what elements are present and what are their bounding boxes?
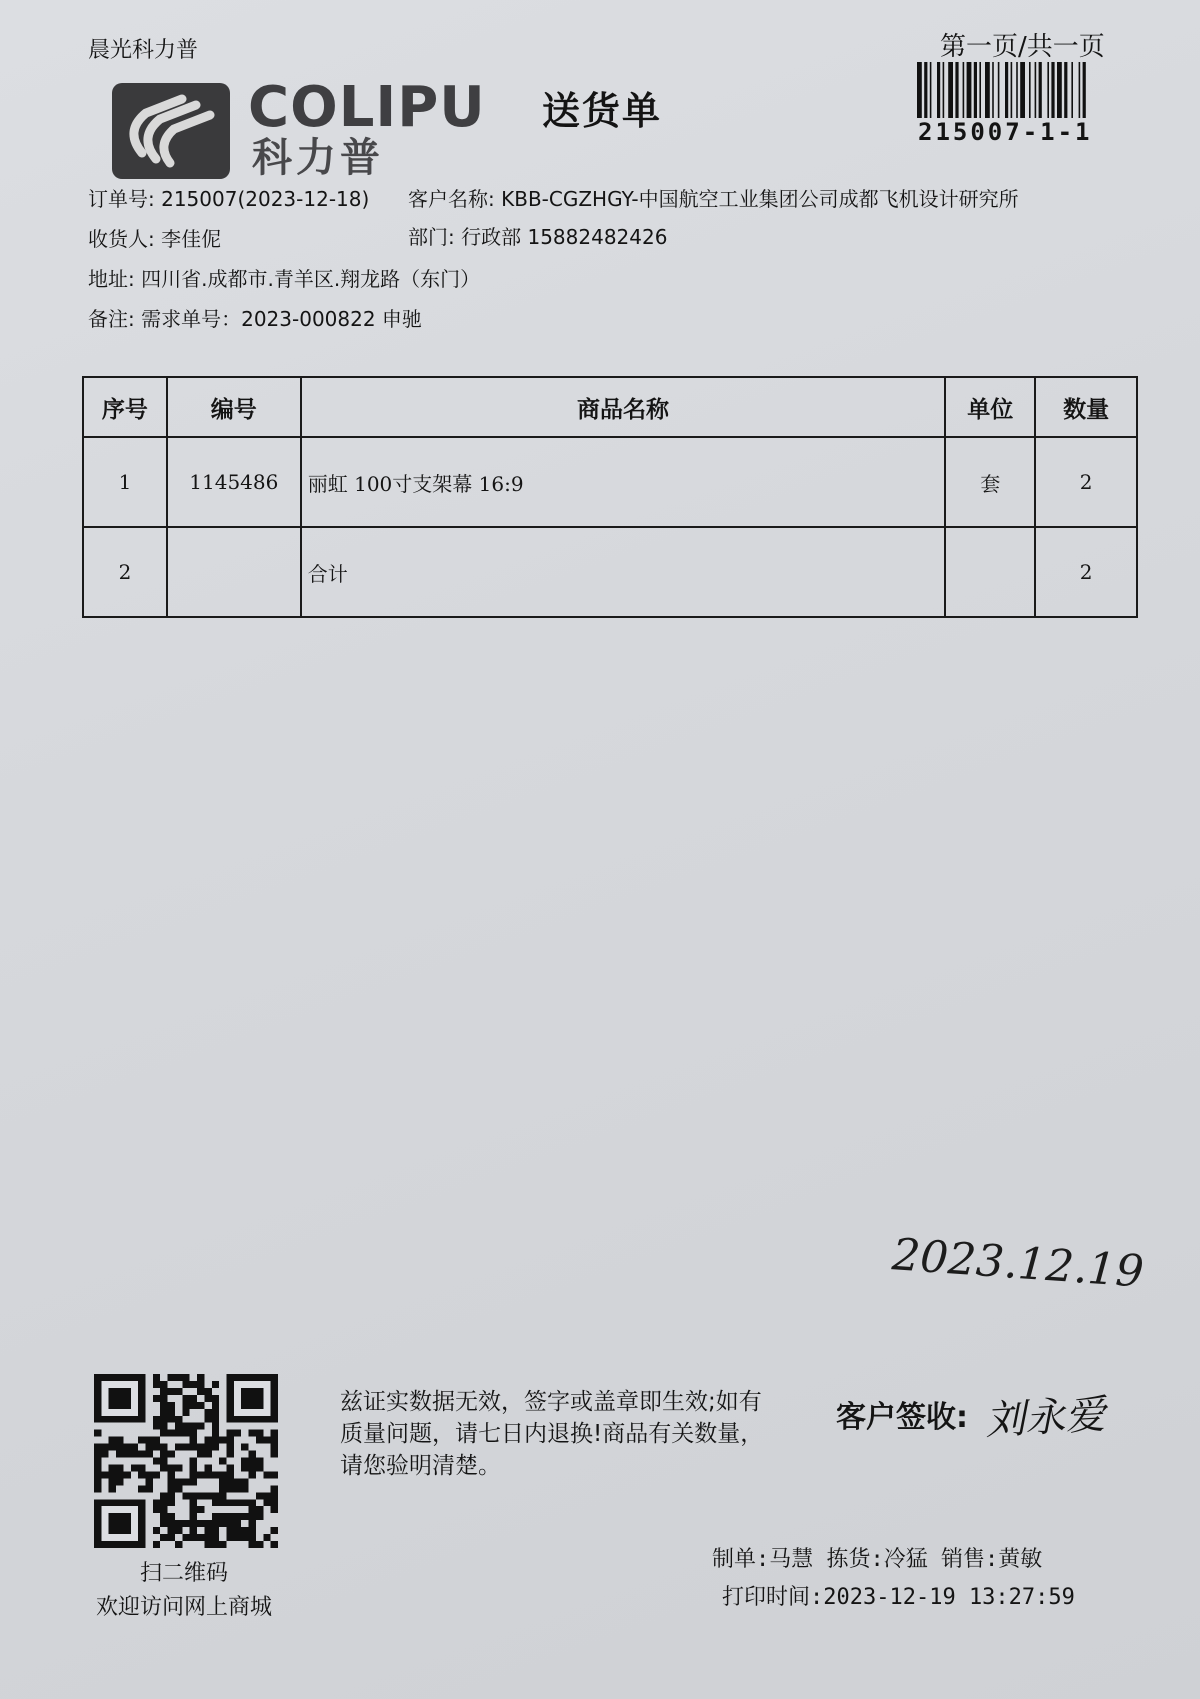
address (88, 267, 480, 291)
receiver (88, 227, 221, 251)
document-title: 送货单 (542, 89, 663, 133)
company-name: 晨光科力普 (88, 38, 199, 63)
order-number-label: 订单号: (88, 187, 155, 211)
cell-product-name: 丽虹 100寸支架幕 16:9 (301, 437, 946, 527)
cell-unit: 套 (945, 437, 1035, 527)
header-seq: 序号 (83, 377, 167, 437)
items-table (82, 376, 1138, 618)
receiver-value: 李佳伲 (161, 227, 222, 251)
qr-caption-visit: 欢迎访问网上商城 (95, 1595, 272, 1620)
table-row (83, 437, 1137, 527)
logo-chinese-name: 科力普 (252, 135, 384, 181)
department (408, 225, 667, 249)
barcode-number: 215007-1-1 (918, 118, 1093, 146)
customer-name-value: KBB-CGZHGY-中国航空工业集团公司成都飞机设计研究所 (501, 187, 1019, 211)
customer-name-label: 客户名称: (408, 187, 495, 211)
qr-code (94, 1374, 278, 1548)
cell-quantity: 2 (1035, 527, 1137, 617)
remark (88, 307, 422, 331)
remark-value: 需求单号：2023-000822 申驰 (141, 307, 422, 331)
colipu-logo-icon (112, 83, 230, 179)
address-value: 四川省.成都市.青羊区.翔龙路（东门） (141, 267, 481, 291)
header-unit: 单位 (945, 377, 1035, 437)
cell-seq: 1 (83, 437, 167, 527)
remark-label: 备注: (88, 307, 135, 331)
cell-product-name: 合计 (301, 527, 946, 617)
cell-unit (945, 527, 1035, 617)
receiver-label: 收货人: (88, 227, 155, 251)
cell-code (167, 527, 301, 617)
cell-seq: 2 (83, 527, 167, 617)
order-number-value: 215007(2023-12-18) (161, 187, 370, 211)
print-time: 打印时间:2023-12-19 13:27:59 (722, 1585, 1075, 1610)
department-label: 部门: (408, 225, 455, 249)
page-indicator: 第一页/共一页 (940, 32, 1105, 62)
qr-caption-scan: 扫二维码 (139, 1561, 228, 1586)
staff-info: 制单:马慧 拣货:冷猛 销售:黄敏 (712, 1547, 1043, 1572)
table-header-row (83, 377, 1137, 437)
table-row (83, 527, 1137, 617)
customer-name (408, 187, 1019, 211)
header-code: 编号 (167, 377, 301, 437)
customer-signature-label: 客户签收: (836, 1400, 968, 1435)
validity-notice: 兹证实数据无效，签字或盖章即生效;如有质量问题，请七日内退换!商品有关数量，请您验明清楚。 (340, 1389, 764, 1479)
logo-wordmark: COLIPU (248, 75, 486, 140)
cell-code: 1145486 (167, 437, 301, 527)
cell-quantity: 2 (1035, 437, 1137, 527)
header-product-name: 商品名称 (301, 377, 946, 437)
barcode (917, 62, 1129, 118)
header-quantity: 数量 (1035, 377, 1137, 437)
customer-signature: 刘永爱 (984, 1391, 1107, 1445)
department-value: 行政部 15882482426 (461, 225, 668, 249)
address-label: 地址: (88, 267, 135, 291)
order-number (88, 187, 369, 211)
handwritten-date: 2023.12.19 (890, 1229, 1146, 1298)
